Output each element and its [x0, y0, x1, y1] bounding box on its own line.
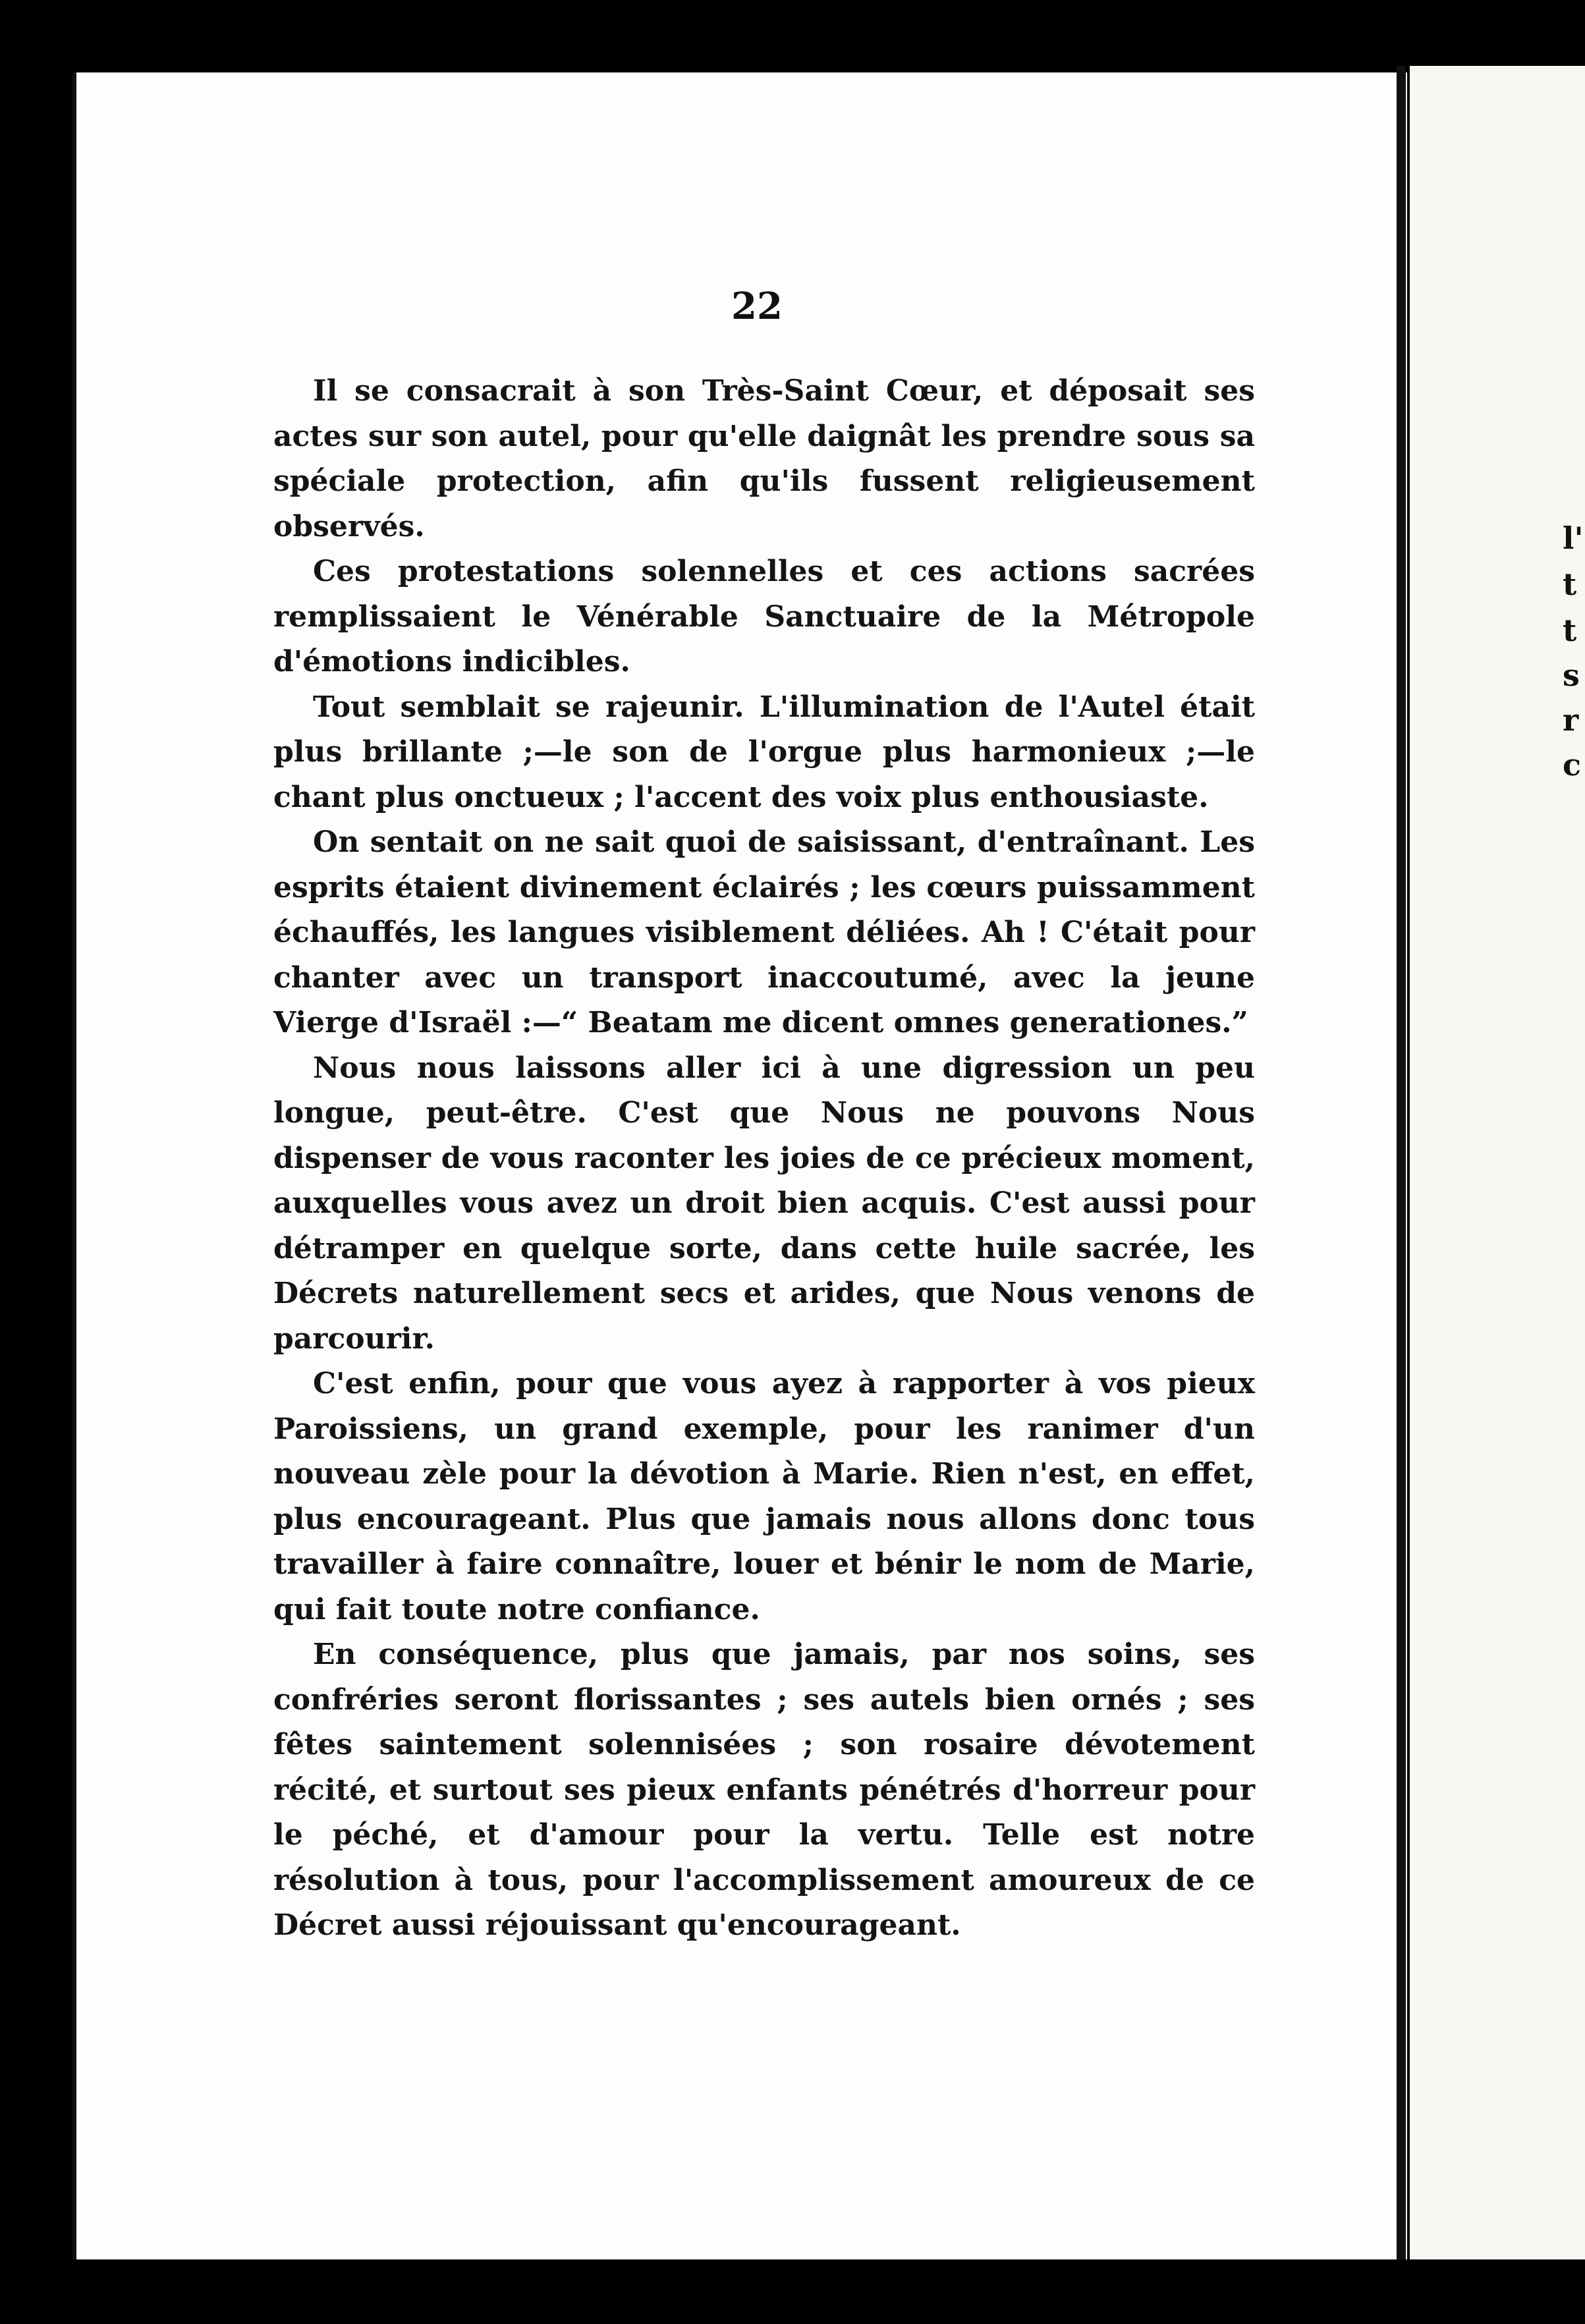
paragraph: En conséquence, plus que jamais, par nos soins, ses confréries seront florissantes ; ses autels bien ornés ; ses fêtes saintement solennisées ; son rosaire dévotement récité, et surtout ses pieux enfants pénétrés d'horreur pour le péché, et d'amour pour la vertu. Telle est notre résolution à tous, pour l'accomplissement amoureux de ce Décret aussi réjouissant qu'encourageant. [273, 1638, 1255, 1942]
adjacent-page-letter: t [1563, 567, 1577, 602]
page-number: 22 [731, 285, 783, 328]
adjacent-page-letter: t [1563, 613, 1577, 648]
paragraph: Nous nous laissons aller ici à une digression un peu longue, peut-être. C'est que Nous ne pouvons Nous dispenser de vous raconter les joies de ce précieux moment, auxquelles vous avez un droit bien acquis. C'est aussi pour détramper en quelque sorte, dans cette huile sacrée, les Décrets naturellement secs et arides, que Nous venons de parcourir. [273, 1051, 1255, 1356]
paragraph: On sentait on ne sait quoi de saisissant, d'entraînant. Les esprits étaient divinement éclairés ; les cœurs puissamment échauffés, les langues visiblement déliées. Ah ! C'était pour chanter avec un transport inaccoutumé, avec la jeune Vierge d'Israël :—“ Beatam me dicent omnes generationes.” [273, 825, 1255, 1039]
paragraph: Ces protestations solennelles et ces actions sacrées remplissaient le Vénérable Sanctuaire de la Métropole d'émotions indicibles. [273, 555, 1255, 678]
paragraph: Tout semblait se rajeunir. L'illumination de l'Autel était plus brillante ;—le son de l'orgue plus harmonieux ;—le chant plus onctueux ; l'accent des voix plus enthousiaste. [273, 690, 1255, 814]
adjacent-page-edge [1410, 66, 1585, 2259]
page-gutter [1397, 66, 1406, 2259]
paragraph: C'est enfin, pour que vous ayez à rapporter à vos pieux Paroissiens, un grand exemple, pour les ranimer d'un nouveau zèle pour la dévotion à Marie. Rien n'est, en effet, plus encourageant. Plus que jamais nous allons donc tous travailler à faire connaître, louer et bénir le nom de Marie, qui fait toute notre confiance. [273, 1367, 1255, 1626]
paragraph: Il se consacrait à son Très-Saint Cœur, et déposait ses actes sur son autel, pour qu'elle daignât les prendre sous sa spéciale protection, afin qu'ils fussent religieusement observés. [273, 374, 1255, 543]
adjacent-page-letter: c [1563, 747, 1582, 783]
adjacent-page-letter: s [1563, 657, 1580, 693]
adjacent-page-letter: r [1563, 702, 1579, 738]
body-text [273, 369, 1255, 1949]
adjacent-page-letter: l' [1563, 520, 1584, 556]
